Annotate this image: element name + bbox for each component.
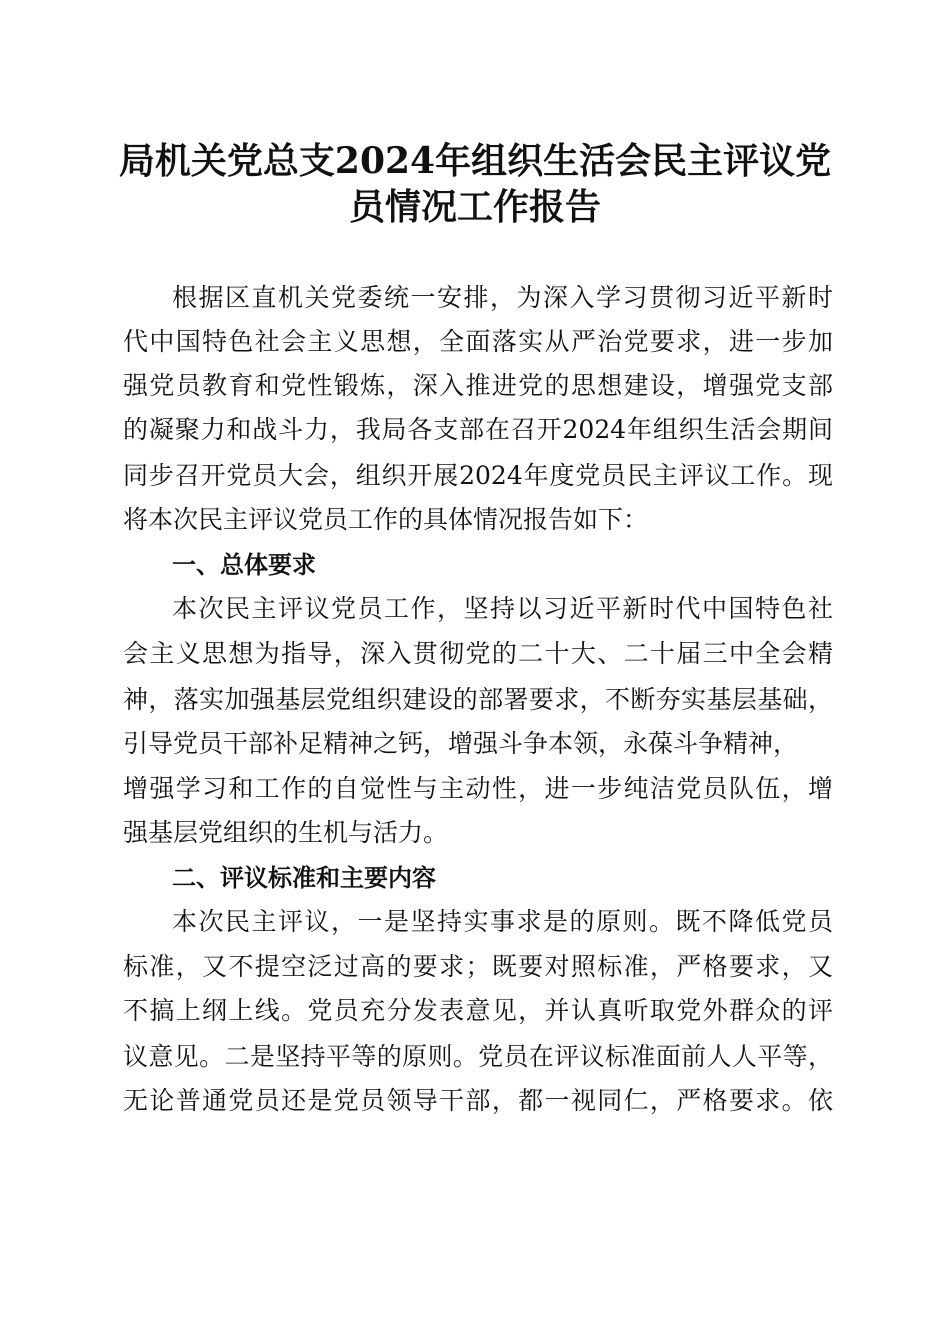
intro-line: 同步召开党员大会，组织开展2024年度党员民主评议工作。现 <box>123 461 833 490</box>
section2-line: 本次民主评议，一是坚持实事求是的原则。既不降低党员 <box>172 907 833 936</box>
section1-line: 引导党员干部补足精神之钙，增强斗争本领，永葆斗争精神， <box>123 729 799 758</box>
section-heading-general-requirements: 一、总体要求 <box>172 551 316 579</box>
document-title-line-1: 局机关党总支2024年组织生活会民主评议党 <box>118 140 832 182</box>
section-heading-criteria-and-content: 二、评议标准和主要内容 <box>172 864 436 892</box>
intro-line: 的凝聚力和战斗力，我局各支部在召开2024年组织生活会期间 <box>123 415 833 444</box>
section2-line: 议意见。二是坚持平等的原则。党员在评议标准面前人人平等， <box>123 1042 833 1071</box>
section2-line: 无论普通党员还是党员领导干部，都一视同仁，严格要求。依 <box>123 1086 833 1115</box>
intro-line: 代中国特色社会主义思想，全面落实从严治党要求，进一步加 <box>123 327 833 356</box>
section2-line: 标准，又不提空泛过高的要求；既要对照标准，严格要求，又 <box>123 952 833 981</box>
section2-line: 不搞上纲上线。党员充分发表意见，并认真听取党外群众的评 <box>123 996 833 1025</box>
document-title-line-2: 员情况工作报告 <box>348 186 601 228</box>
intro-line: 将本次民主评议党员工作的具体情况报告如下： <box>123 505 649 534</box>
section1-line: 神，落实加强基层党组织建设的部署要求，不断夯实基层基础， <box>123 685 833 714</box>
section1-line: 会主义思想为指导，深入贯彻党的二十大、二十届三中全会精 <box>123 639 833 668</box>
section1-line: 增强学习和工作的自觉性与主动性，进一步纯洁党员队伍，增 <box>123 774 833 803</box>
section1-line: 本次民主评议党员工作，坚持以习近平新时代中国特色社 <box>172 594 833 623</box>
section1-line: 强基层党组织的生机与活力。 <box>123 818 449 847</box>
intro-line: 强党员教育和党性锻炼，深入推进党的思想建设，增强党支部 <box>123 371 833 400</box>
intro-line: 根据区直机关党委统一安排，为深入学习贯彻习近平新时 <box>172 283 833 312</box>
